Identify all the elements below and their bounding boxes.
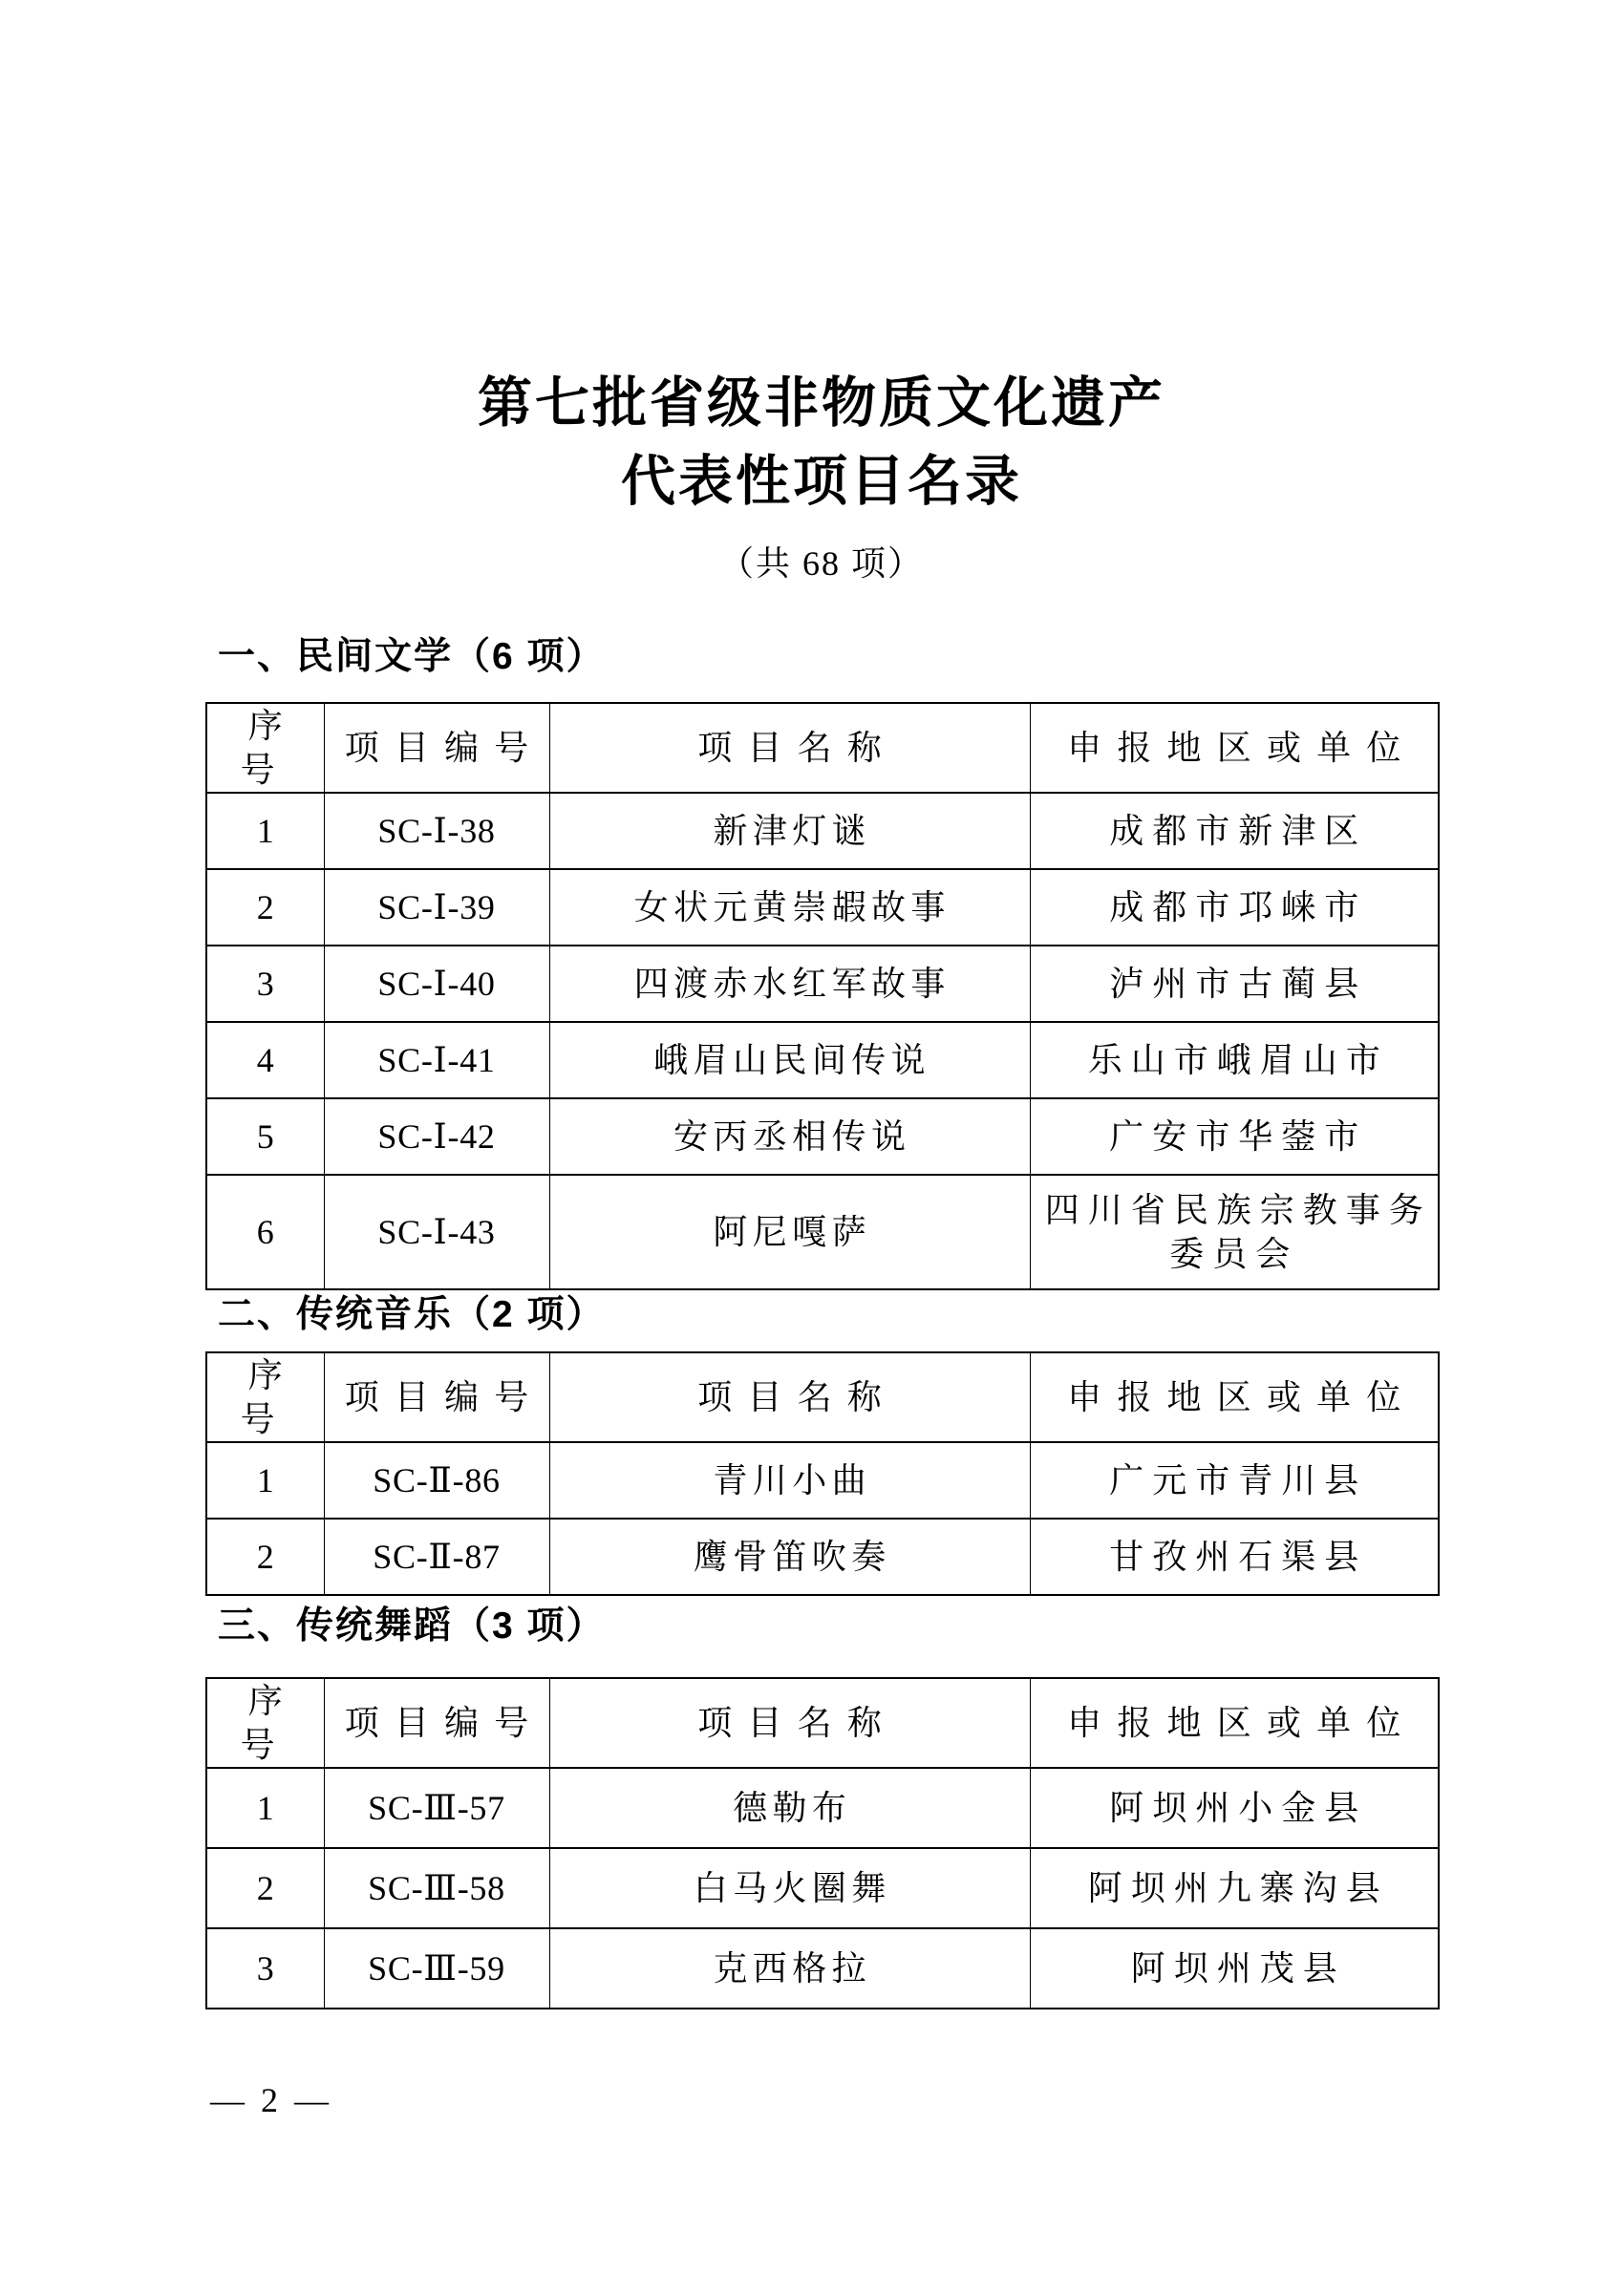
header-cell-seq: 序号 (206, 703, 324, 793)
table-header-row (206, 1352, 1439, 1442)
header-cell-seq: 序号 (206, 1678, 324, 1768)
table-row (206, 1442, 1439, 1519)
cell-code: SC-Ⅲ-59 (324, 1928, 549, 2009)
cell-name: 鹰骨笛吹奏 (549, 1519, 1030, 1595)
cell-seq: 6 (206, 1175, 324, 1289)
document-subtitle: （共 68 项） (718, 544, 924, 583)
cell-region: 阿坝州九寨沟县 (1030, 1848, 1439, 1928)
cell-seq: 2 (206, 1848, 324, 1928)
table-traditional-music (205, 1351, 1440, 1596)
header-cell-seq: 序号 (206, 1352, 324, 1442)
cell-region: 成都市新津区 (1030, 793, 1439, 869)
cell-seq: 3 (206, 946, 324, 1022)
cell-region: 阿坝州茂县 (1030, 1928, 1439, 2009)
header-cell-region: 申报地区或单位 (1030, 1678, 1439, 1768)
cell-seq: 1 (206, 1768, 324, 1848)
cell-region: 甘孜州石渠县 (1030, 1519, 1439, 1595)
cell-seq: 4 (206, 1022, 324, 1098)
table-row (206, 1175, 1439, 1289)
header-cell-name: 项目名称 (549, 1678, 1030, 1768)
table-row (206, 1848, 1439, 1928)
cell-code: SC-Ⅱ-87 (324, 1519, 549, 1595)
cell-name: 新津灯谜 (549, 793, 1030, 869)
cell-seq: 1 (206, 1442, 324, 1519)
section-heading-folk-literature: 一、民间文学（6 项） (218, 636, 606, 677)
table-row (206, 946, 1439, 1022)
table-row (206, 1098, 1439, 1175)
cell-name: 德勒布 (549, 1768, 1030, 1848)
table-row (206, 1022, 1439, 1098)
table-row (206, 793, 1439, 869)
header-cell-region: 申报地区或单位 (1030, 1352, 1439, 1442)
cell-seq: 1 (206, 793, 324, 869)
cell-region: 阿坝州小金县 (1030, 1768, 1439, 1848)
cell-name: 克西格拉 (549, 1928, 1030, 2009)
document-title-line-1: 第七批省级非物质文化遗产 (478, 373, 1165, 434)
cell-region: 泸州市古蔺县 (1030, 946, 1439, 1022)
table-traditional-dance (205, 1677, 1440, 2009)
cell-code: SC-Ⅰ-42 (324, 1098, 549, 1175)
table-header-row (206, 703, 1439, 793)
header-cell-name: 项目名称 (549, 703, 1030, 793)
cell-code: SC-Ⅰ-43 (324, 1175, 549, 1289)
cell-seq: 5 (206, 1098, 324, 1175)
cell-seq: 2 (206, 1519, 324, 1595)
table-row (206, 1928, 1439, 2009)
header-cell-name: 项目名称 (549, 1352, 1030, 1442)
cell-code: SC-Ⅰ-38 (324, 793, 549, 869)
cell-name: 四渡赤水红军故事 (549, 946, 1030, 1022)
table-folk-literature (205, 702, 1440, 1290)
header-cell-code: 项目编号 (324, 1352, 549, 1442)
cell-region: 乐山市峨眉山市 (1030, 1022, 1439, 1098)
cell-name: 峨眉山民间传说 (549, 1022, 1030, 1098)
section-heading-traditional-music: 二、传统音乐（2 项） (218, 1294, 606, 1335)
table-row (206, 869, 1439, 946)
section-heading-traditional-dance: 三、传统舞蹈（3 项） (218, 1605, 606, 1647)
table-row (206, 1519, 1439, 1595)
header-cell-code: 项目编号 (324, 703, 549, 793)
cell-seq: 2 (206, 869, 324, 946)
header-cell-code: 项目编号 (324, 1678, 549, 1768)
cell-name: 女状元黄崇嘏故事 (549, 869, 1030, 946)
cell-name: 青川小曲 (549, 1442, 1030, 1519)
table-row (206, 1768, 1439, 1848)
table-header-row (206, 1678, 1439, 1768)
cell-code: SC-Ⅱ-86 (324, 1442, 549, 1519)
cell-code: SC-Ⅲ-57 (324, 1768, 549, 1848)
cell-name: 白马火圈舞 (549, 1848, 1030, 1928)
cell-region: 广元市青川县 (1030, 1442, 1439, 1519)
document-title-block (205, 365, 1438, 585)
header-cell-region: 申报地区或单位 (1030, 703, 1439, 793)
cell-code: SC-Ⅰ-41 (324, 1022, 549, 1098)
cell-seq: 3 (206, 1928, 324, 2009)
cell-code: SC-Ⅰ-40 (324, 946, 549, 1022)
cell-name: 阿尼嘎萨 (549, 1175, 1030, 1289)
cell-region: 广安市华蓥市 (1030, 1098, 1439, 1175)
cell-region: 四川省民族宗教事务委员会 (1030, 1175, 1439, 1289)
cell-region: 成都市邛崃市 (1030, 869, 1439, 946)
page-number: — 2 — (210, 2081, 332, 2119)
cell-name: 安丙丞相传说 (549, 1098, 1030, 1175)
document-title-line-2: 代表性项目名录 (621, 452, 1022, 512)
cell-code: SC-Ⅲ-58 (324, 1848, 549, 1928)
cell-code: SC-Ⅰ-39 (324, 869, 549, 946)
